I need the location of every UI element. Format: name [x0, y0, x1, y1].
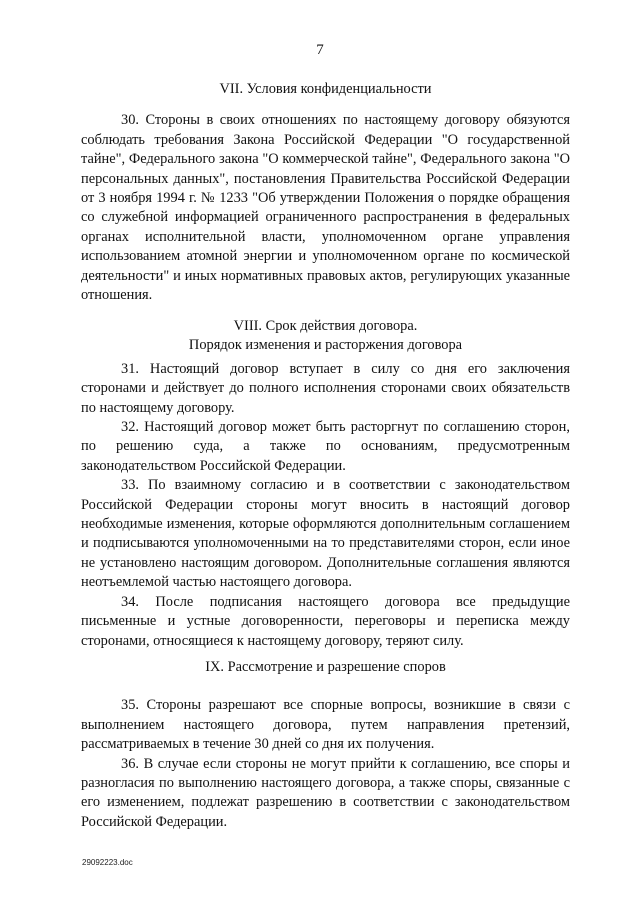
section-heading: IX. Рассмотрение и разрешение споров — [205, 659, 446, 675]
paragraph-34: 34. После подписания настоящего договора все предыдущие письменные и устные договоренности, переговоры и переписка между сторонами, относящиеся к настоящему договору, теряют силу. — [81, 593, 570, 649]
paragraph-36: 36. В случае если стороны не могут прийти к соглашению, все споры и разногласия по выполнению настоящего договора, а также споры, связанные с его изменением, подлежат разрешению в соответствии с законодательством Российской Федерации. — [81, 755, 570, 830]
paragraph-32: 32. Настоящий договор может быть расторгнут по соглашению сторон, по решению суда, а также по основаниям, предусмотренным законодательством Российской Федерации. — [81, 419, 570, 474]
paragraph-31: 31. Настоящий договор вступает в силу со дня его заключения сторонами и действует до полного исполнения сторонами своих обязательств по настоящему договору. — [81, 360, 570, 416]
paragraph-33: 33. По взаимному согласию и в соответствии с законодательством Российской Федерации стороны могут вносить в настоящий договор необходимые изменения, которые оформляются дополнительным соглашением и подписываются уполномоченными на то представителями сторон, если иное не установлено настоящим договором. Дополнительные соглашения являются неотъемлемой частью настоящего договора. — [81, 477, 570, 591]
section-disputes — [81, 658, 570, 832]
section-confidentiality — [81, 80, 570, 305]
paragraph-30: 30. Стороны в своих отношениях по настоящему договору обязуются соблюдать требования Закона Российской Федерации "О государственной тайне", Федерального закона "О коммерческой тайне", Федерального закона "О персональных данных", постановления Правительства Российской Федерации от 3 ноября 1994 г. № 1233 "Об утверждении Положения о порядке обращения со служебной информацией ограниченного распространения в федеральных органах исполнительной власти, уполномоченном органе управления использованием атомной энергии и уполномоченном органе по космической деятельности" и иных нормативных правовых актов, регулирующих указанные отношения. — [81, 112, 570, 304]
page-number: 7 — [316, 42, 324, 58]
section-heading: VIII. Срок действия договора. — [233, 318, 418, 334]
paragraph-35: 35. Стороны разрешают все спорные вопросы, возникшие в связи с выполнением настоящего договора, путем направления претензий, рассматриваемых в течение 30 дней со дня их получения. — [81, 697, 570, 753]
section-term-of-contract — [81, 317, 570, 651]
section-subheading: Порядок изменения и расторжения договора — [188, 337, 463, 354]
footer-filename: 29092223.doc — [82, 858, 133, 867]
section-heading: VII. Условия конфиденциальности — [219, 81, 432, 97]
